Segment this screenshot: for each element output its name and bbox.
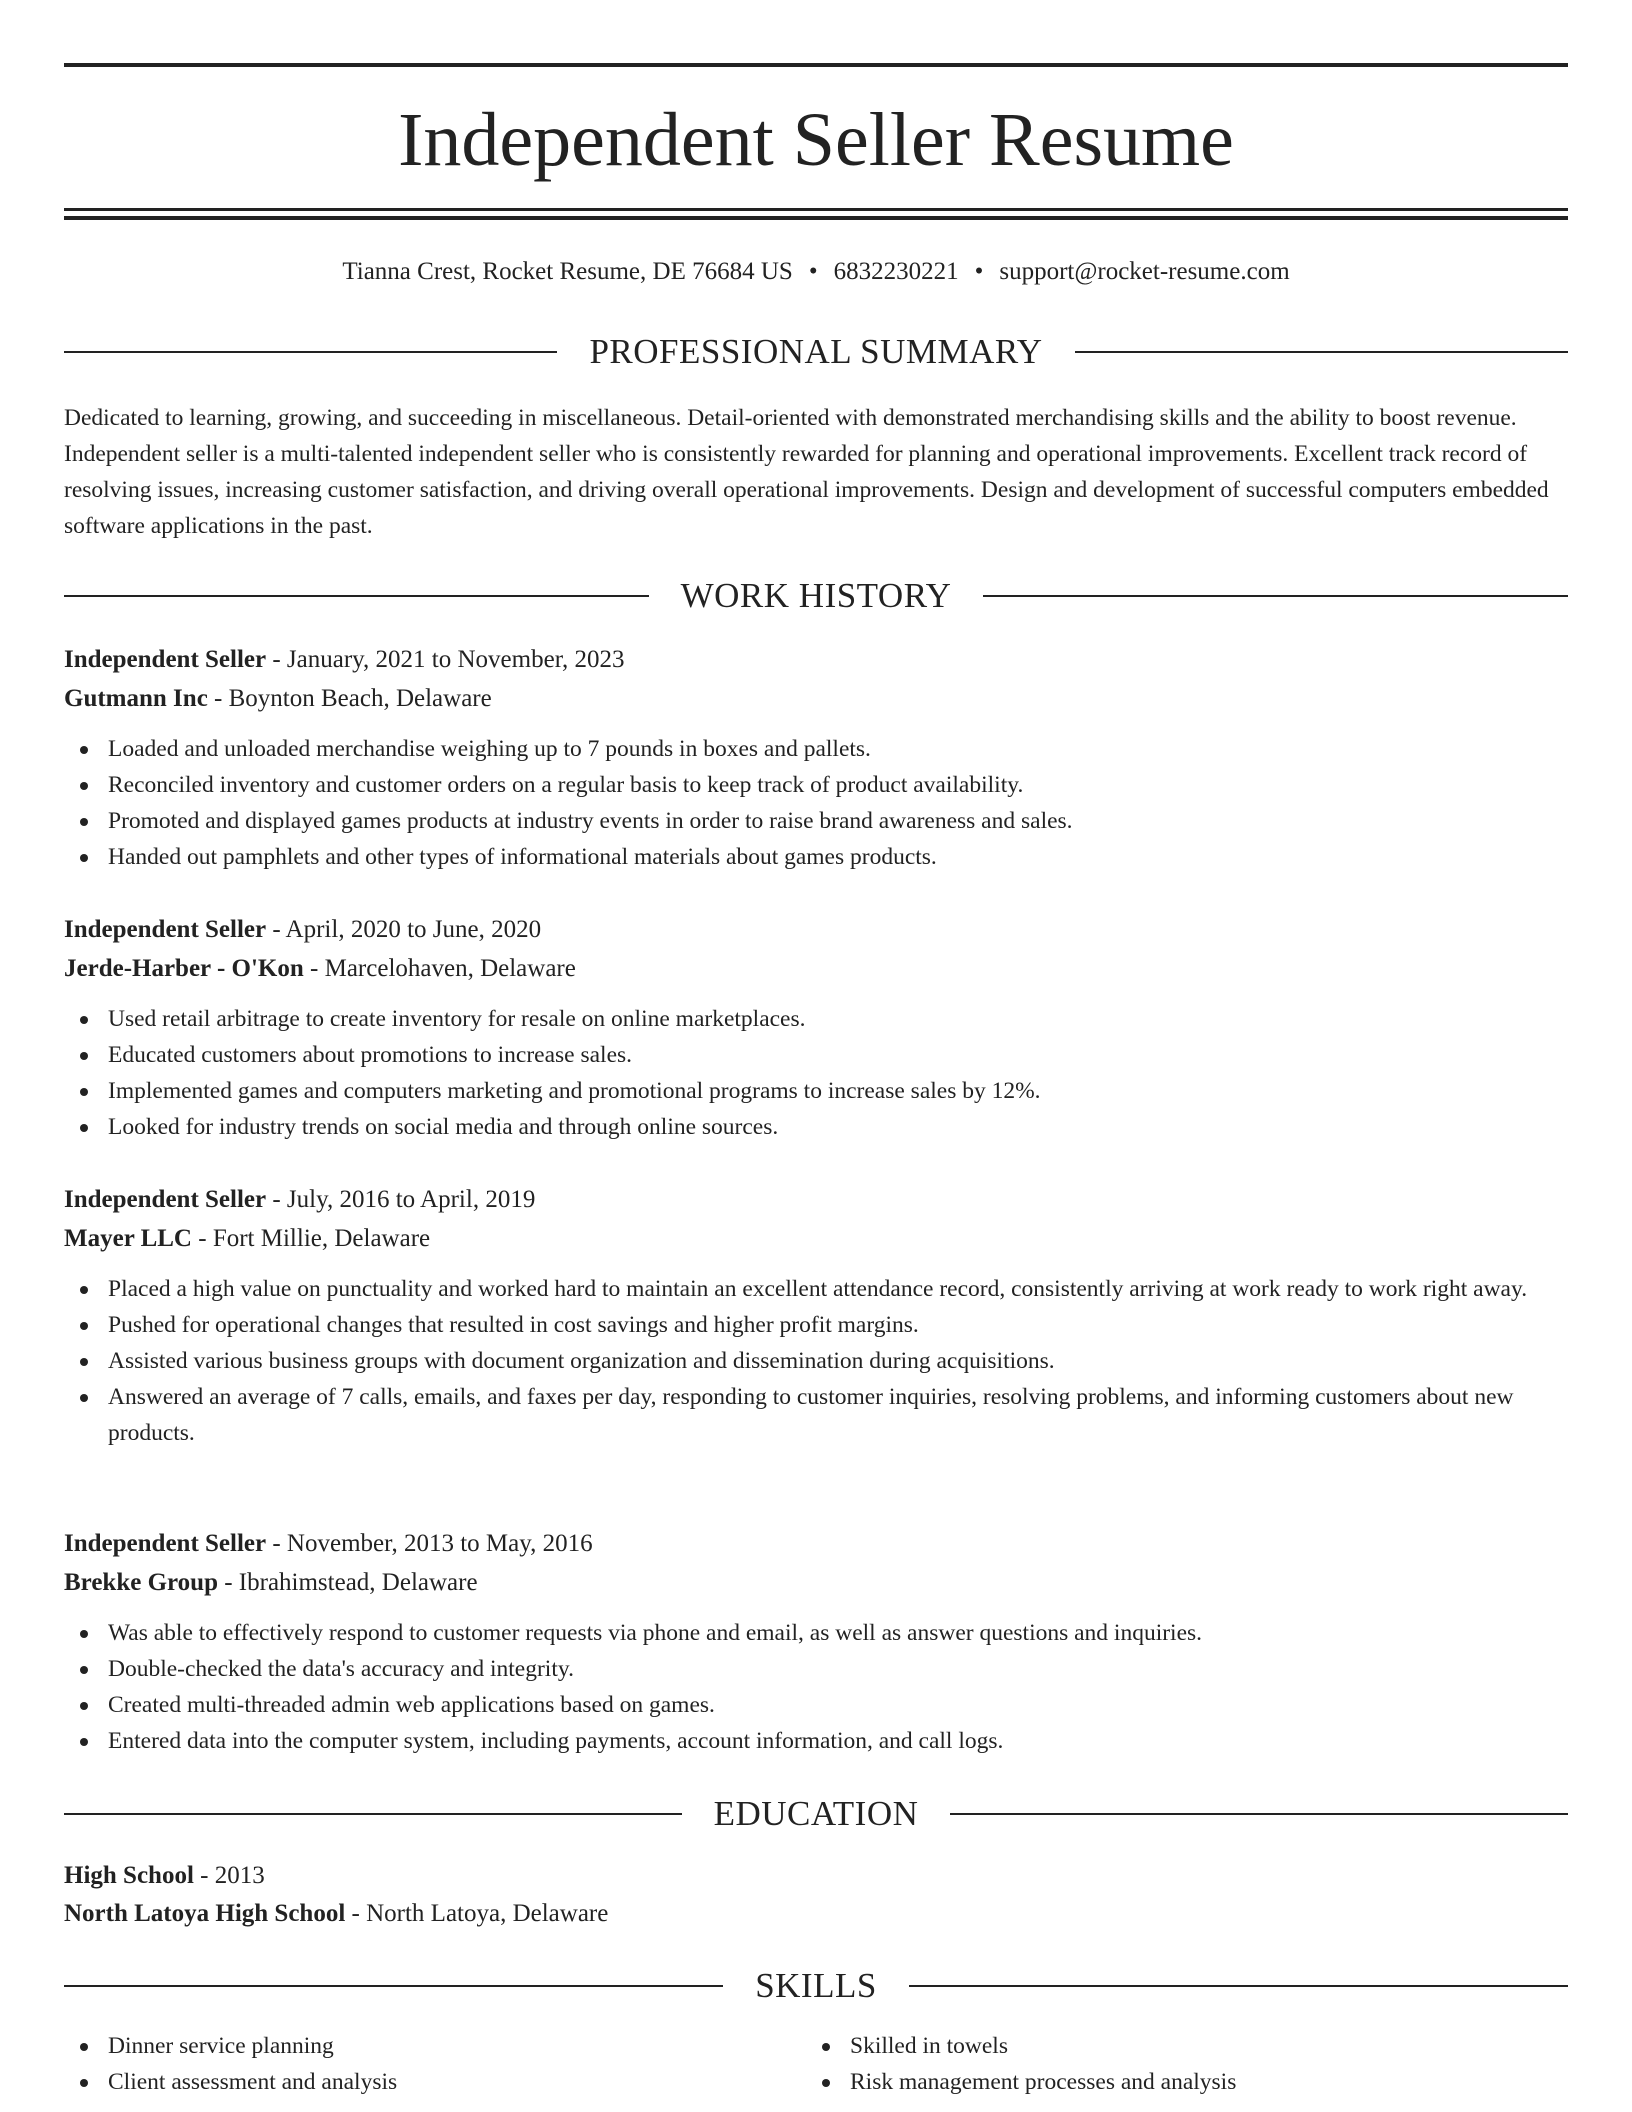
job-entry [64,1524,1568,1759]
section-heading-skills [64,1964,1568,2008]
job-dates: - January, 2021 to November, 2023 [266,646,625,673]
education-degree-line [64,1857,1568,1895]
skill-item: Client assessment and analysis [64,2064,806,2100]
job-bullet: Loaded and unloaded merchandise weighing up to 7 pounds in boxes and pallets. [64,731,1568,767]
skills-column-left [64,2028,806,2100]
section-heading-summary [64,330,1568,374]
contact-phone: 6832230221 [833,258,959,285]
job-bullet: Pushed for operational changes that resulted in cost savings and higher profit margins. [64,1307,1568,1343]
job-bullet: Implemented games and computers marketing and promotional programs to increase sales by 12%. [64,1073,1568,1109]
job-title: Independent Seller [64,1530,267,1557]
heading-rule-right [950,1813,1568,1815]
job-location: - Boynton Beach, Delaware [207,685,492,712]
job-bullet: Was able to effectively respond to customer requests via phone and email, as well as answer questions and inquiries. [64,1615,1568,1651]
skill-item: Risk management processes and analysis [806,2064,1548,2100]
job-dates: - April, 2020 to June, 2020 [266,916,542,943]
section-heading-label: PROFESSIONAL SUMMARY [589,332,1043,371]
education-year: - 2013 [193,1862,265,1889]
heading-rule-right [983,595,1568,597]
job-bullets [64,1271,1568,1451]
job-bullet: Placed a high value on punctuality and worked hard to maintain an excellent attendance record, consistently arriving at work ready to work right away. [64,1271,1568,1307]
job-bullets [64,1001,1568,1145]
education-degree: High School [64,1862,194,1889]
job-bullet: Promoted and displayed games products at industry events in order to raise brand awareness and sales. [64,803,1568,839]
job-location: - Marcelohaven, Delaware [303,955,576,982]
job-company: Mayer LLC [64,1225,192,1252]
job-title-line [64,1180,1568,1219]
header-double-rule [64,208,1568,220]
education-school-line [64,1895,1568,1933]
skills-column-right [806,2028,1548,2100]
contact-separator: • [974,258,984,285]
job-title: Independent Seller [64,646,267,673]
skill-item: Dinner service planning [64,2028,806,2064]
heading-rule-right [1075,351,1568,353]
contact-line [64,254,1568,290]
section-heading-education [64,1792,1568,1836]
section-heading-label: WORK HISTORY [680,576,952,615]
job-dates: - November, 2013 to May, 2016 [266,1530,593,1557]
job-bullet: Educated customers about promotions to increase sales. [64,1037,1568,1073]
heading-rule-left [64,595,649,597]
job-bullet: Looked for industry trends on social media and through online sources. [64,1109,1568,1145]
job-entry [64,1180,1568,1451]
job-entry [64,910,1568,1145]
job-bullets [64,1615,1568,1759]
section-heading-work-history [64,574,1568,618]
job-company: Brekke Group [64,1569,218,1596]
education-location: - North Latoya, Delaware [345,1900,609,1927]
job-company-line [64,1563,1568,1602]
job-bullet: Handed out pamphlets and other types of informational materials about games products. [64,839,1568,875]
job-dates: - July, 2016 to April, 2019 [266,1186,536,1213]
heading-rule-right [909,1985,1568,1987]
job-bullet: Entered data into the computer system, including payments, account information, and call logs. [64,1723,1568,1759]
job-location: - Ibrahimstead, Delaware [217,1569,478,1596]
job-title-line [64,1524,1568,1563]
contact-address: Tianna Crest, Rocket Resume, DE 76684 US [342,258,793,285]
contact-separator: • [808,258,818,285]
job-company: Gutmann Inc [64,685,208,712]
job-title: Independent Seller [64,916,267,943]
job-bullet: Answered an average of 7 calls, emails, and faxes per day, responding to customer inquiries, resolving problems, and informing customers about new products. [64,1379,1568,1451]
job-title-line [64,640,1568,679]
education-school: North Latoya High School [64,1900,346,1927]
job-company-line [64,949,1568,988]
heading-rule-left [64,351,557,353]
job-bullet: Created multi-threaded admin web applications based on games. [64,1687,1568,1723]
contact-email: support@rocket-resume.com [999,258,1290,285]
section-heading-label: SKILLS [755,1966,877,2005]
job-bullet: Assisted various business groups with document organization and dissemination during acquisitions. [64,1343,1568,1379]
job-bullet: Used retail arbitrage to create inventory for resale on online marketplaces. [64,1001,1568,1037]
job-bullet: Reconciled inventory and customer orders on a regular basis to keep track of product availability. [64,767,1568,803]
heading-rule-left [64,1813,682,1815]
section-heading-label: EDUCATION [713,1794,919,1833]
header-top-rule [64,63,1568,67]
education-entry [64,1857,1568,1933]
job-title-line [64,910,1568,949]
skills-list [64,2028,1568,2100]
job-bullet: Double-checked the data's accuracy and integrity. [64,1651,1568,1687]
skill-item: Skilled in towels [806,2028,1548,2064]
job-title: Independent Seller [64,1186,267,1213]
resume-title: Independent Seller Resume [398,98,1234,182]
job-company: Jerde-Harber - O'Kon [64,955,304,982]
job-entry [64,640,1568,875]
job-company-line [64,679,1568,718]
job-location: - Fort Millie, Delaware [192,1225,431,1252]
job-bullets [64,731,1568,875]
job-company-line [64,1219,1568,1258]
summary-paragraph: Dedicated to learning, growing, and succeeding in miscellaneous. Detail-oriented with demonstrated merchandising skills and the ability to boost revenue. Independent seller is a multi-talented independent seller who is consistently rewarded for planning and operational improvements. Excellent track record of resolving issues, increasing customer satisfaction, and driving overall operational improvements. Design and development of successful computers embedded software applications in the past. [64,405,1549,539]
heading-rule-left [64,1985,723,1987]
